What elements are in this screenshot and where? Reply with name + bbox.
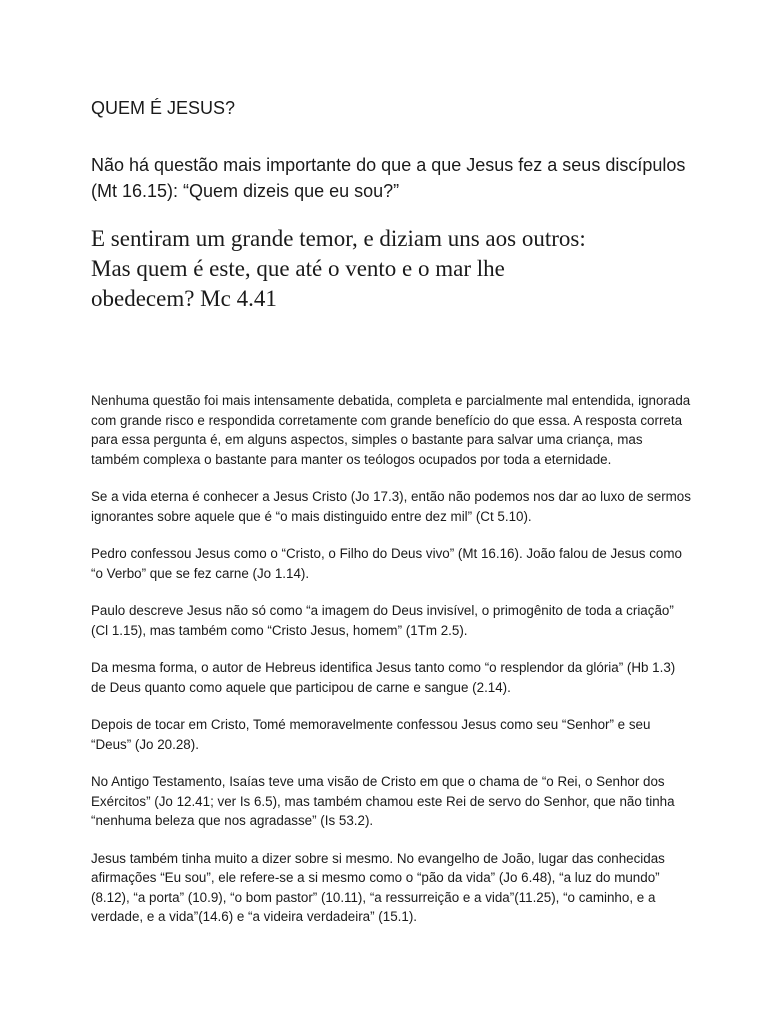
paragraph-5: Da mesma forma, o autor de Hebreus identifica Jesus tanto como “o resplendor da glória” (Hb 1.3) de Deus quanto como aquele que participou de carne e sangue (2.14). [91, 660, 676, 695]
paragraph-2: Se a vida eterna é conhecer a Jesus Cristo (Jo 17.3), então não podemos nos dar ao luxo de sermos ignorantes sobre aquele que é “o mais distinguido entre dez mil” (Ct 5.10). [91, 489, 691, 524]
scripture-quote: E sentiram um grande temor, e diziam uns aos outros: Mas quem é este, que até o vento e o mar lhe obedecem? Mc 4.41 [91, 226, 586, 311]
lead-paragraph: Não há questão mais importante do que a que Jesus fez a seus discípulos (Mt 16.15): “Quem dizeis que eu sou?” [91, 155, 686, 201]
paragraph-8: Jesus também tinha muito a dizer sobre si mesmo. No evangelho de João, lugar das conhecidas afirmações “Eu sou”, ele refere-se a si mesmo como o “pão da vida” (Jo 6.48), “a luz do mundo” (8.12), “a porta” (10.9), “o bom pastor” (10.11), “a ressurreição e a vida”(11.25), “o caminho, e a verdade, e a vida”(14.6) e “a videira verdadeira” (15.1). [91, 850, 665, 924]
paragraph-7: No Antigo Testamento, Isaías teve uma visão de Cristo em que o chama de “o Rei, o Senhor dos Exércitos” (Jo 12.41; ver Is 6.5), mas também chamou este Rei de servo do Senhor, que não tinha “nenhuma beleza que nos agradasse” (Is 53.2). [91, 774, 675, 828]
paragraph-4: Paulo descreve Jesus não só como “a imagem do Deus invisível, o primogênito de toda a criação” (Cl 1.15), mas também como “Cristo Jesus, homem” (1Tm 2.5). [91, 603, 674, 638]
body-text [91, 391, 691, 927]
document-title: QUEM É JESUS? [91, 98, 236, 118]
document-page [91, 96, 691, 945]
paragraph-6: Depois de tocar em Cristo, Tomé memoravelmente confessou Jesus como seu “Senhor” e seu “Deus” (Jo 20.28). [91, 717, 651, 752]
paragraph-1: Nenhuma questão foi mais intensamente debatida, completa e parcialmente mal entendida, ignorada com grande risco e respondida corretamente com grande benefício do que essa. A resposta correta para essa pergunta é, em alguns aspectos, simples o bastante para salvar uma criança, mas também complexa o bastante para manter os teólogos ocupados por toda a eternidade. [91, 393, 691, 467]
paragraph-3: Pedro confessou Jesus como o “Cristo, o Filho do Deus vivo” (Mt 16.16). João falou de Jesus como “o Verbo” que se fez carne (Jo 1.14). [91, 546, 682, 581]
